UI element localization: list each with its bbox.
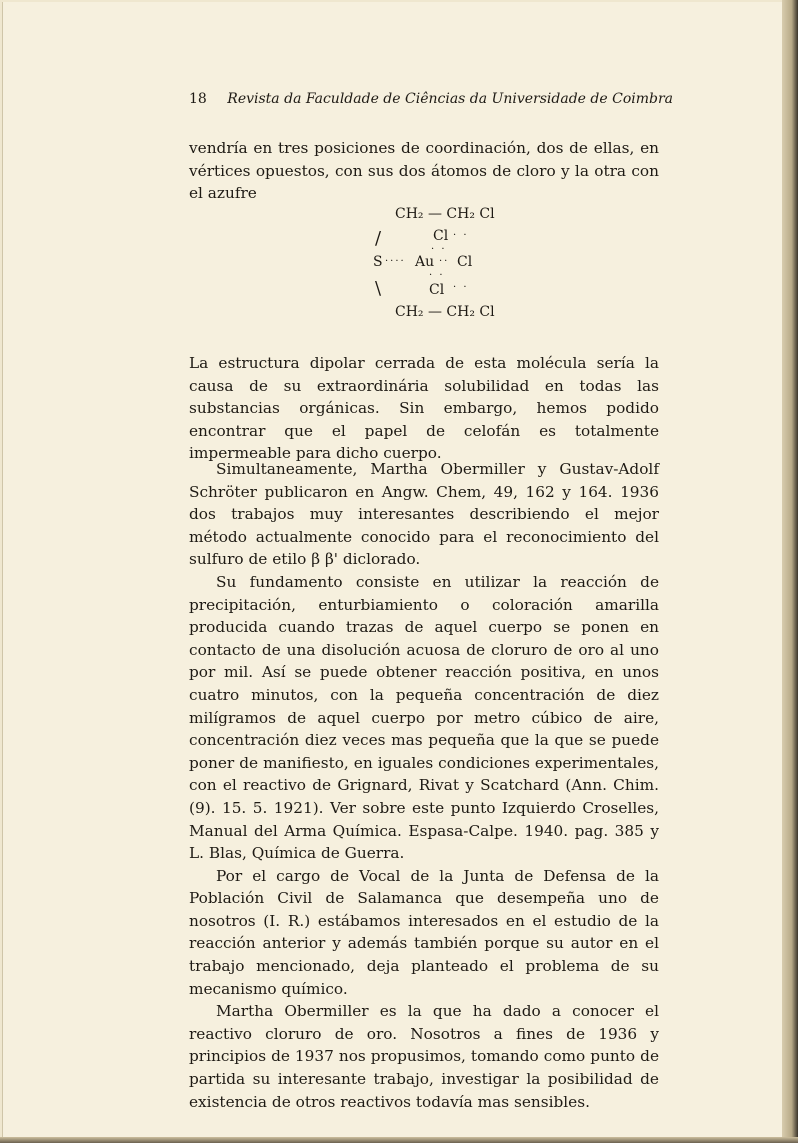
body-text-middle [189,352,659,465]
page-number: 18 [189,91,207,107]
formula-dots: · · [453,230,469,241]
formula-bottom-chain: CH₂ — CH₂ Cl [395,304,495,320]
paragraph: Martha Obermiller es la que ha dado a conocer el reactivo cloruro de oro. Nosotros a fines de 1936 y principios de 1937 nos propusimos, tomando como punto de partida su interesante trabajo, investigar la posibilidad de existencia de otros reactivos todavía mas sensibles. [189,1002,659,1111]
formula-cl-lower: Cl [429,282,445,298]
running-header [189,91,673,107]
paragraph: Simultaneamente, Martha Obermiller y Gustav-Adolf Schröter publicaron en Angw. Chem, 49, 162 y 164. 1936 dos trabajos muy interesantes describiendo el mejor método actualmente conocido para el reconocimiento del sulfuro de etilo β β' diclorado. [189,460,659,569]
paragraph: Su fundamento consiste en utilizar la reacción de precipitación, enturbiamiento o coloración amarilla producida cuando trazas de aquel cuerpo se ponen en contacto de una disolución acuosa de cloruro de oro al uno por mil. Así se puede obtener reacción positiva, en unos cuatro minutos, con la pequeña concentración de diez milígramos de aquel cuerpo por metro cúbico de aire, concentración diez veces mas pequeña que la que se puede poner de manifiesto, en iguales condiciones experimentales, con el reactivo de Grignard, Rivat y Scatchard (Ann. Chim. (9). 15. 5. 1921). Ver sobre este punto Izquierdo Croselles, Manual del Arma Química. Espasa-Calpe. 1940. pag. 385 y L. Blas, Química de Guerra. [189,572,659,863]
page-bottom-edge [0,1137,798,1143]
formula-gold-center: Au [415,254,435,270]
formula-bond-up: / [375,228,382,249]
paragraph: La estructura dipolar cerrada de esta molécula sería la causa de su extraordinária solubilidad en todas las substancias orgánicas. Sin embargo, hemos podido encontrar que el papel de celofán es totalmente impermeable para dicho cuerpo. [189,354,659,463]
formula-dots: · · [431,244,447,255]
body-text-main [189,458,659,1113]
paragraph: Por el cargo de Vocal de la Junta de Defensa de la Población Civil de Salamanca que desempeña uno de nosotros (I. R.) estábamos interesados en el estudio de la reacción anterior y además también porque su autor en el trabajo mencionado, deja planteado el problema de su mecanismo químico. [189,866,659,998]
formula-dots: ···· [385,256,406,267]
page-edge-shadow [782,0,798,1143]
formula-dots: ·· [439,256,450,267]
formula-s-atom: S [373,254,383,270]
formula-cl-right: Cl [457,254,473,270]
formula-dots: · · [429,270,445,281]
book-page [2,2,783,1137]
paragraph-continuation: vendría en tres posiciones de coordinación, dos de ellas, en vértices opuestos, con sus dos átomos de cloro y la otra con el azufre [189,139,659,203]
formula-dots: · · [453,282,469,293]
formula-top-chain: CH₂ — CH₂ Cl [395,206,495,222]
body-text-top [189,137,659,205]
formula-bond-down: \ [375,278,382,299]
journal-title: Revista da Faculdade de Ciências da Universidade de Coimbra [227,91,673,107]
formula-cl-upper: Cl [433,228,449,244]
chemical-formula [371,206,531,326]
